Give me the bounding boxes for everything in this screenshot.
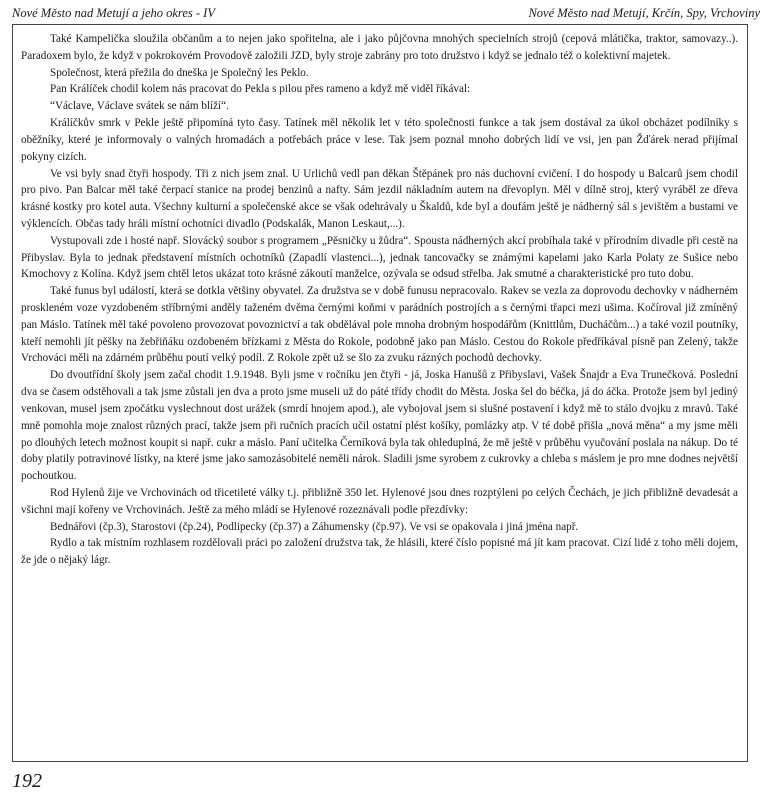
paragraph: Pan Králíček chodil kolem nás pracovat do Pekla s pilou přes rameno a když mě viděl říkával: [50,83,471,96]
paragraph: “Václave, Václave svátek se nám blíží“. [50,100,229,113]
paragraph: Králíčkův smrk v Pekle ještě připomíná tyto časy. Tatínek měl několik let v této společnosti funkce a tak jsem dostával za úkol obcházet podílníky s oběžníky, které je informovaly o valných hromadách a potřebách práce v lese. Tak jsem poznal mnoho dobrých lidí ve vsi, jen pan Žďárek nerad přijímal pokyny cizích. [21,117,738,163]
paragraph: Rod Hylenů žije ve Vrchovinách od třicetileté války t.j. přibližně 350 let. Hylenové jsou dnes rozptýleni po celých Čechách, je jich přibližně devadesát a všichni mají kořeny ve Vrchovinách. Ještě za mého mládí se Hylenové rozeznávali podle přezdívky: [21,486,738,516]
paragraph: Bednářovi (čp.3), Starostovi (čp.24), Podlipecky (čp.37) a Záhumensky (čp.97). Ve vsi se opakovala i jiná jména např. [50,520,579,533]
paragraph: Společnost, která přežila do dneška je Společný les Peklo. [50,66,309,79]
paragraph: Ve vsi byly snad čtyři hospody. Tři z nich jsem znal. U Urlichů vedl pan děkan Štěpánek pro nás duchovní cvičení. I do hospody u Balcarů jsem chodil pro pivo. Pan Balcar měl také čerpací stanice na prodej benzinů a nafty. Sám jezdil nákladním autem na dřevoplyn. Měl v dílně stroj, který vyráběl ze dřeva krásné kostky pro kotel auta. Všechny kulturní a společenské akce se však odehrávaly u Škaldů, kde byl a doufám ještě je nádherný sál s jevištěm a bustami ve výklencích. Občas tady hráli místní ochotníci divadlo (Podskalák, Manon Leskaut,...). [21,167,738,230]
paragraph: Také Kampelička sloužila občanům a to nejen jako spořitelna, ale i jako půjčovna mnohých specielních strojů (cepová mlátička, traktor, samovazy..). Paradoxem bylo, že když v pokrokovém Provodově založili JZD, byly stroje zabrány pro toto družstvo i když se jednalo též o kolektivní majetek. [21,33,738,62]
running-head-right: Nové Město nad Metují, Krčín, Spy, Vrchoviny [528,6,760,20]
paragraph: Vystupovali zde i hosté např. Slovácký soubor s programem „Pěsničky u žůdra“. Spousta nádherných akcí probíhala také v přírodním divadle při cestě na Přibyslav. Byla to jednak představení místních ochotníků (Zapadlí vlastenci...), jednak tancovačky se známými kapelami jako Karla Polaty ze Sušice nebo Kmochovy z Kolína. Když jsem chtěl letos ukázat toto krásné zákoutí manželce, ozývala se odsud střelba. Jak smutné a charakteristické pro tuto dobu. [21,234,738,281]
running-head-left: Nové Město nad Metují a jeho okres - IV [12,6,215,20]
running-head [12,4,760,22]
paragraph: Do dvoutřídní školy jsem začal chodit 1.9.1948. Byli jsme v ročníku jen čtyři - já, Joska Hanušů z Přibyslavi, Vašek Šnajdr a Eva Trunečková. Poslední dva se časem odstěhovali a tak jsme zůstali jen dva a proto jsme museli už do páté třídy chodit do Města. Joska šel do béčka, já do áčka. Protože jsem byl jediný venkovan, musel jsem zpočátku vyslechnout dost urážek (smrdí hnojem apod.), ale vybojoval jsem si slušné postavení i když mě to stálo dvojku z mravů. Také mně pomohla moje znalost různých prací, takže jsem při ručních pracích učil ostatní plést košíky, pomlázky atp. V té době přišla „nová měna“ a my jsme měli po dlouhých letech možnost koupit si např. cukr a máslo. Paní učitelka Černíková byla tak ohleduplná, že mě ještě v průběhu vyučování poslala na nákup. Do té doby platily potravinové lístky, na které jsme jako samozásobitelé neměli nárok. Sladili jsme syrobem z cukrovky a chleba s máslem je pro mne dodnes největší pochoutkou. [21,369,738,483]
paragraph: Také funus byl událostí, která se dotkla většiny obyvatel. Za družstva se v době funusu nepracovalo. Rakev se vezla za doprovodu dechovky v nádherném proskleném voze vyzdobeném stříbrnými anděly taženém dvěma černými koňmi v parádních postrojích a s černými třapci mezi ušima. Kočíroval již zmíněný pan Máslo. Tatínek měl také povoleno provozovat povoznictví a tak obdělával pole mnoha drobným hospodářům (Knittlům, Ducháčům...) a také vozil poutníky, kteří nemohli jít pěšky na žebřiňáku ozdobeném břízkami z Města do Rokole, podobně jako pan Máslo. Cestou do Rokole předříkával písně pan Zelený, takže Vrchováci měli na zdárném průběhu poutí velký podíl. Z Rokole zpět už se šlo za zvuku rázných pochodů dechovky. [21,285,738,365]
paragraph: Rydlo a tak místním rozhlasem rozdělovali práci po založení družstva tak, že hlásili, které číslo popisné má jít kam pracovat. Cizí lidé z toho měli dojem, že jde o nějaký lágr. [21,537,738,567]
text-frame [12,24,748,762]
body-text [21,31,738,569]
page-number: 192 [12,770,42,792]
